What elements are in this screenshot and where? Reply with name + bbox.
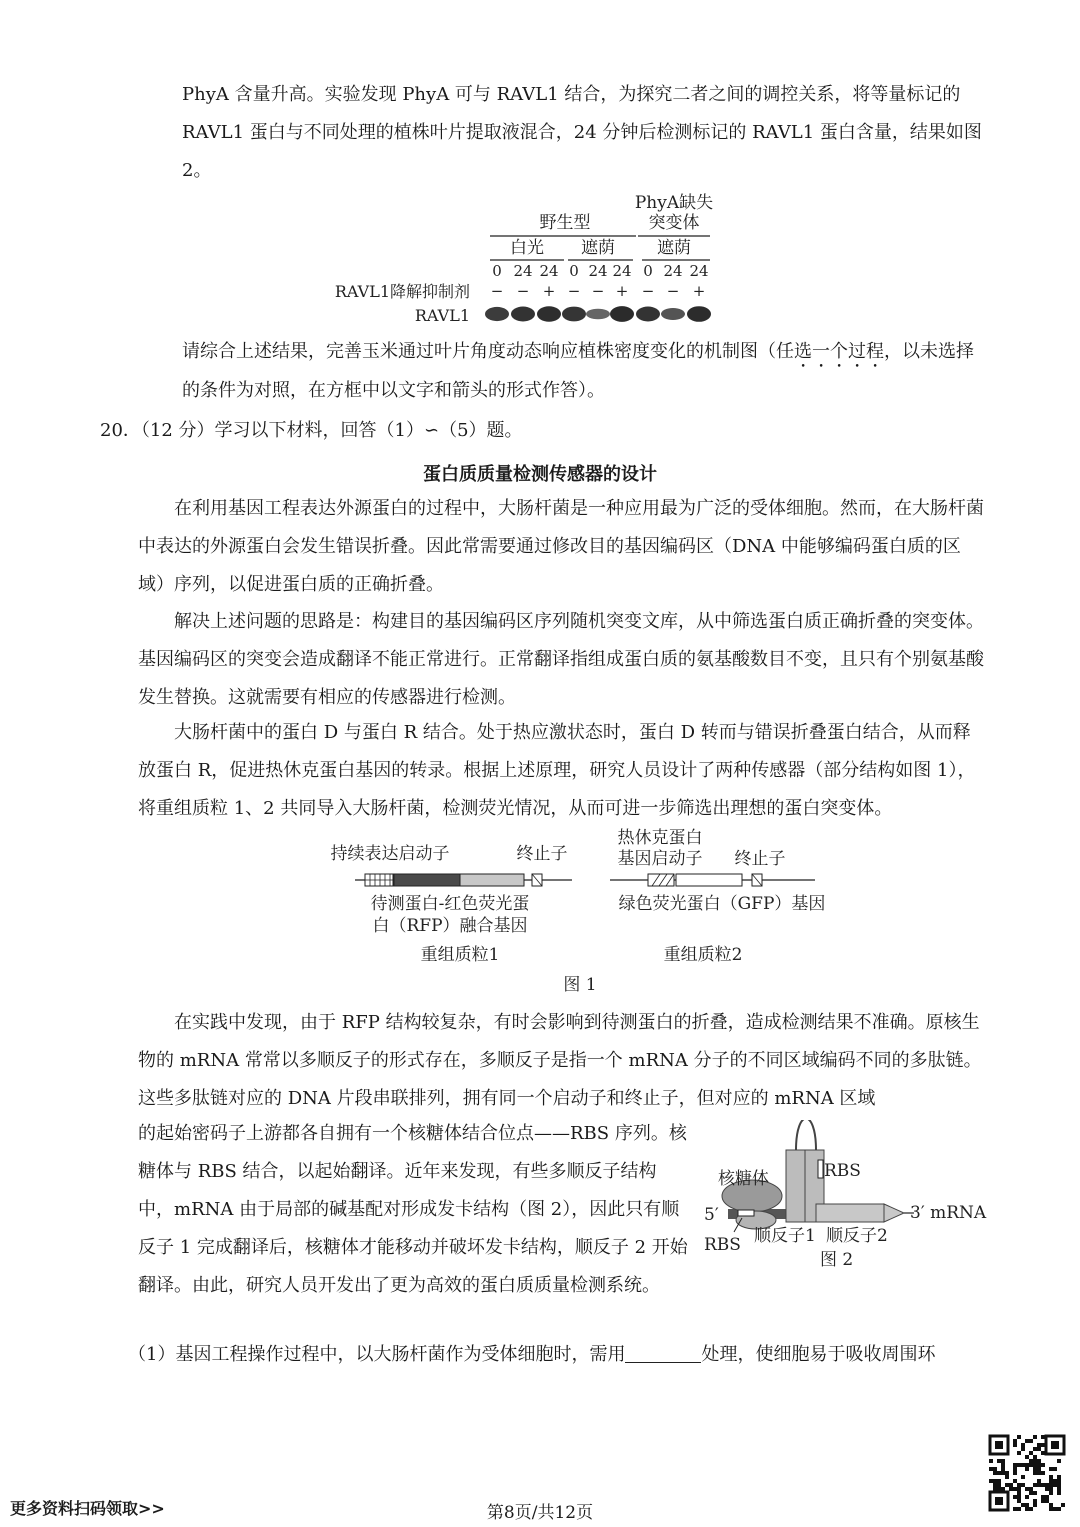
page-number: 第8页/共12页 — [486, 1503, 594, 1523]
qr-module — [1033, 1455, 1037, 1459]
qr-module — [1037, 1467, 1041, 1471]
qr-module — [1017, 1487, 1021, 1491]
qr-module — [997, 1483, 1001, 1487]
blot-group-mutant-line2: 突变体 — [648, 213, 700, 233]
fig1-terminator1-label: 终止子 — [516, 844, 568, 864]
fig1-terminator2-label: 终止子 — [734, 849, 786, 869]
blot-band — [586, 309, 610, 320]
qr-module — [1017, 1451, 1021, 1455]
qr-module — [1017, 1463, 1021, 1467]
blot-time-label: 24 — [663, 262, 683, 280]
qr-module — [1033, 1463, 1037, 1467]
qr-module — [1037, 1479, 1041, 1483]
blot-inhibitor-sign: − — [641, 282, 655, 300]
rbs-bottom-marker — [738, 1210, 754, 1216]
qr-module — [1033, 1491, 1037, 1495]
instruction-text — [182, 333, 988, 410]
blot-inhibitor-sign: + — [615, 282, 629, 300]
qr-module — [1053, 1467, 1057, 1471]
fig2-caption: 图 2 — [820, 1250, 854, 1270]
qr-module — [1005, 1475, 1009, 1479]
qr-module — [1029, 1439, 1033, 1443]
qr-module — [1005, 1483, 1009, 1487]
fig1-gene2-label: 绿色荧光蛋白（GFP）基因 — [618, 894, 826, 914]
qr-module — [1049, 1491, 1053, 1495]
qr-module — [1013, 1467, 1017, 1471]
qr-module — [1041, 1463, 1045, 1467]
instruction-part2: ，以未选择的条件为对照，在方框中以文字和箭头的形式作答）。 — [182, 341, 974, 401]
qr-module — [1049, 1483, 1053, 1487]
qr-module — [997, 1471, 1001, 1475]
qr-module — [1041, 1471, 1045, 1475]
figure-1-plasmids — [310, 826, 850, 996]
cistron-2-region — [816, 1204, 884, 1222]
blot-time-label: 0 — [569, 262, 579, 280]
fig2-cistron1-label: 顺反子1 — [754, 1226, 816, 1246]
blot-inhibitor-sign: − — [666, 282, 680, 300]
instruction-part1: 请综合上述结果，完善玉米通过叶片角度动态响应植株密度变化的机制图（任 — [182, 341, 794, 362]
article-paragraph-3: 大肠杆菌中的蛋白 D 与蛋白 R 结合。处于热应激状态时，蛋白 D 转而与错误折叠蛋白结合，从而释放蛋白 R，促进热休克蛋白基因的转录。根据上述原理，研究人员设计了两种传感器（部分结构如图 1），将重组质粒 1、2 共同导入大肠杆菌，检测荧光情况，从而可进一步筛选出理想的蛋白突变体。 — [138, 722, 976, 819]
blot-time-label: 24 — [588, 262, 608, 280]
qr-module — [989, 1459, 993, 1463]
qr-module — [1045, 1483, 1049, 1487]
fig1-promoter2-line1: 热休克蛋白 — [617, 828, 703, 848]
blot-band — [485, 307, 509, 321]
blot-time-label: 24 — [689, 262, 709, 280]
qr-module — [1057, 1475, 1061, 1479]
fig1-plasmid1-label: 重组质粒1 — [420, 945, 500, 965]
qr-module — [1005, 1471, 1009, 1475]
blot-band — [687, 306, 711, 322]
qr-module — [1001, 1463, 1005, 1467]
qr-module — [1009, 1487, 1013, 1491]
blot-time-label: 24 — [612, 262, 632, 280]
qr-module — [1013, 1463, 1017, 1467]
qr-module — [993, 1479, 997, 1483]
footer-more-resources[interactable]: 更多资料扫码领取>> — [10, 1499, 165, 1518]
qr-module — [997, 1487, 1001, 1491]
qr-module — [1013, 1479, 1017, 1483]
fig2-three-prime: 3′ mRNA — [910, 1203, 987, 1223]
qr-module — [1041, 1443, 1045, 1447]
blot-time-label: 24 — [539, 262, 559, 280]
qr-module — [1025, 1439, 1029, 1443]
qr-module — [1049, 1487, 1053, 1491]
blot-sub-shade-1: 遮荫 — [581, 238, 615, 258]
qr-module — [1033, 1471, 1037, 1475]
instruction-emphasis: 选一个过程 — [794, 341, 884, 362]
answer-blank[interactable] — [625, 1344, 701, 1363]
plasmid-1-map — [355, 874, 572, 886]
blot-inhibitor-sign: + — [692, 282, 706, 300]
blot-group-mutant-line1: PhyA缺失 — [634, 193, 714, 213]
fig2-ribosome-label: 核糖体 — [718, 1169, 769, 1189]
article-title: 蛋白质质量检测传感器的设计 — [423, 464, 657, 485]
qr-module — [1021, 1475, 1025, 1479]
qr-module — [1037, 1471, 1041, 1475]
qr-module — [1033, 1483, 1037, 1487]
fig1-plasmid2-label: 重组质粒2 — [663, 945, 743, 965]
qr-module — [1021, 1483, 1025, 1487]
qr-module — [1021, 1447, 1025, 1451]
qr-module — [1049, 1475, 1053, 1479]
qr-module — [1037, 1463, 1041, 1467]
qr-module — [1033, 1467, 1037, 1471]
blot-row-label-protein: RAVL1 — [414, 306, 470, 325]
blot-time-label: 0 — [492, 262, 502, 280]
qr-module — [1013, 1487, 1017, 1491]
qr-module — [1045, 1487, 1049, 1491]
blot-inhibitor-sign: − — [567, 282, 581, 300]
question-1 — [128, 1336, 935, 1374]
qr-module — [989, 1467, 993, 1471]
qr-module — [1025, 1455, 1029, 1459]
qr-module — [1017, 1435, 1021, 1439]
blot-inhibitor-sign: + — [542, 282, 556, 300]
qr-module — [1029, 1463, 1033, 1467]
blot-time-label: 0 — [643, 262, 653, 280]
qr-module — [1049, 1479, 1053, 1483]
fig1-gene1-line1: 待测蛋白-红色荧光蛋 — [370, 894, 530, 914]
gfp-gene-block — [676, 874, 742, 886]
qr-module — [1057, 1491, 1061, 1495]
western-blot-figure — [300, 190, 740, 330]
fig1-promoter1-label: 持续表达启动子 — [330, 844, 450, 864]
qr-module — [1057, 1483, 1061, 1487]
qr-module — [1029, 1487, 1033, 1491]
qr-module — [1021, 1463, 1025, 1467]
blot-band — [537, 306, 561, 322]
qr-module — [1013, 1443, 1017, 1447]
blot-sub-shade-2: 遮荫 — [657, 238, 691, 258]
qr-module — [1021, 1443, 1025, 1447]
article-paragraph-4: 在实践中发现，由于 RFP 结构较复杂，有时会影响到待测蛋白的折叠，造成检测结果不准确。原核生物的 mRNA 常常以多顺反子的形式存在，多顺反子是指一个 mRNA 分子的不同区域编码不同的多肽链。这些多肽链对应的 DNA 片段串联排列，拥有同一个启动子和终止子，但对应的 mRNA 区域 — [138, 1012, 982, 1109]
blot-inhibitor-sign: − — [490, 282, 504, 300]
qr-module — [1017, 1483, 1021, 1487]
fig1-promoter2-line2: 基因启动子 — [617, 849, 703, 869]
qr-module — [1053, 1483, 1057, 1487]
qr-module — [1037, 1447, 1041, 1451]
fig1-gene1-line2: 白（RFP）融合基因 — [372, 916, 528, 936]
blot-band — [661, 308, 685, 320]
qr-module — [1037, 1483, 1041, 1487]
blot-sub-white: 白光 — [510, 238, 544, 258]
qr-module — [989, 1479, 993, 1483]
blot-inhibitor-sign: − — [591, 282, 605, 300]
question-20-header: 20．（12 分）学习以下材料，回答（1）∽（5）题。 — [100, 420, 523, 441]
qr-module — [1013, 1439, 1017, 1443]
qr-module — [1013, 1471, 1017, 1475]
blot-band — [511, 307, 535, 322]
article-paragraph-5: 的起始密码子上游都各自拥有一个核糖体结合位点——RBS 序列。核糖体与 RBS 结合，以起始翻译。近年来发现，有些多顺反子结构中，mRNA 由于局部的碱基配对形成发卡结构（图 2），因此只有顺反子 1 完成翻译后，核糖体才能移动并破坏发卡结构，顺反子 2 开始翻译。由此，研究人员开发出了更为高效的蛋白质质量检测系统。 — [138, 1123, 688, 1296]
qr-module — [1049, 1467, 1053, 1471]
qr-module — [1029, 1491, 1033, 1495]
intro-paragraph: PhyA 含量升高。实验发现 PhyA 可与 RAVL1 结合，为探究二者之间的调控关系，将等量标记的 RAVL1 蛋白与不同处理的植株叶片提取液混合，24 分钟后检测标记的 RAVL1 蛋白含量，结果如图 2。 — [182, 84, 982, 181]
qr-module — [1017, 1491, 1021, 1495]
question-1-before: （1）基因工程操作过程中，以大肠杆菌作为受体细胞时，需用 — [128, 1344, 626, 1365]
rbs-top-marker — [818, 1160, 823, 1178]
qr-module — [1041, 1483, 1045, 1487]
qr-module — [1001, 1467, 1005, 1471]
qr-module — [993, 1487, 997, 1491]
qr-module — [1057, 1479, 1061, 1483]
fig2-rbs-top-label: RBS — [824, 1161, 861, 1181]
qr-module — [1001, 1471, 1005, 1475]
blot-inhibitor-sign: − — [516, 282, 530, 300]
blot-time-label: 24 — [513, 262, 533, 280]
article-paragraph-1: 在利用基因工程表达外源蛋白的过程中，大肠杆菌是一种应用最为广泛的受体细胞。然而，在大肠杆菌中表达的外源蛋白会发生错误折叠。因此常需要通过修改目的基因编码区（DNA 中能够编码蛋白质的区域）序列，以促进蛋白质的正确折叠。 — [138, 498, 984, 595]
qr-module — [993, 1467, 997, 1471]
qr-module — [1041, 1451, 1045, 1455]
qr-module — [1037, 1459, 1041, 1463]
target-protein-gene-block — [394, 874, 460, 886]
qr-module — [1033, 1459, 1037, 1463]
fig2-rbs-bottom-label: RBS — [704, 1235, 741, 1255]
blot-band — [636, 307, 660, 322]
qr-module — [1041, 1435, 1045, 1439]
mrna-arrow-head — [884, 1204, 904, 1222]
qr-module — [1033, 1447, 1037, 1451]
qr-module — [1057, 1459, 1061, 1463]
article-paragraph-2: 解决上述问题的思路是：构建目的基因编码区序列随机突变文库，从中筛选蛋白质正确折叠的突变体。基因编码区的突变会造成翻译不能正常进行。正常翻译指组成蛋白质的氨基酸数目不变，且只有个别氨基酸发生替换。这就需要有相应的传感器进行检测。 — [138, 611, 984, 708]
fig2-five-prime: 5′ — [704, 1205, 719, 1225]
qr-module — [997, 1459, 1001, 1463]
blot-band — [610, 306, 634, 322]
fig1-caption: 图 1 — [563, 975, 597, 995]
hairpin-loop — [796, 1120, 816, 1150]
qr-module — [1001, 1459, 1005, 1463]
blot-row-label-inhibitor: RAVL1降解抑制剂 — [334, 282, 470, 301]
qr-module — [1029, 1451, 1033, 1455]
fig2-cistron2-label: 顺反子2 — [826, 1226, 888, 1246]
plasmid-2-map — [610, 874, 815, 886]
qr-module — [1033, 1435, 1037, 1439]
qr-module — [1009, 1483, 1013, 1487]
qr-module — [1037, 1443, 1041, 1447]
qr-module — [1025, 1487, 1029, 1491]
question-1-after: 处理，使细胞易于吸收周围环 — [701, 1344, 936, 1365]
qr-module — [997, 1479, 1001, 1483]
qr-module — [993, 1471, 997, 1475]
qr-module — [1025, 1467, 1029, 1471]
qr-module — [1057, 1487, 1061, 1491]
qr-module — [1001, 1487, 1005, 1491]
qr-module — [1053, 1479, 1057, 1483]
qr-module — [1029, 1459, 1033, 1463]
rfp-gene-block — [460, 874, 524, 886]
qr-module — [993, 1483, 997, 1487]
figure-2-hairpin — [698, 1120, 988, 1280]
blot-group-wild: 野生型 — [539, 213, 591, 233]
blot-band — [562, 307, 586, 322]
qr-module — [1025, 1463, 1029, 1467]
